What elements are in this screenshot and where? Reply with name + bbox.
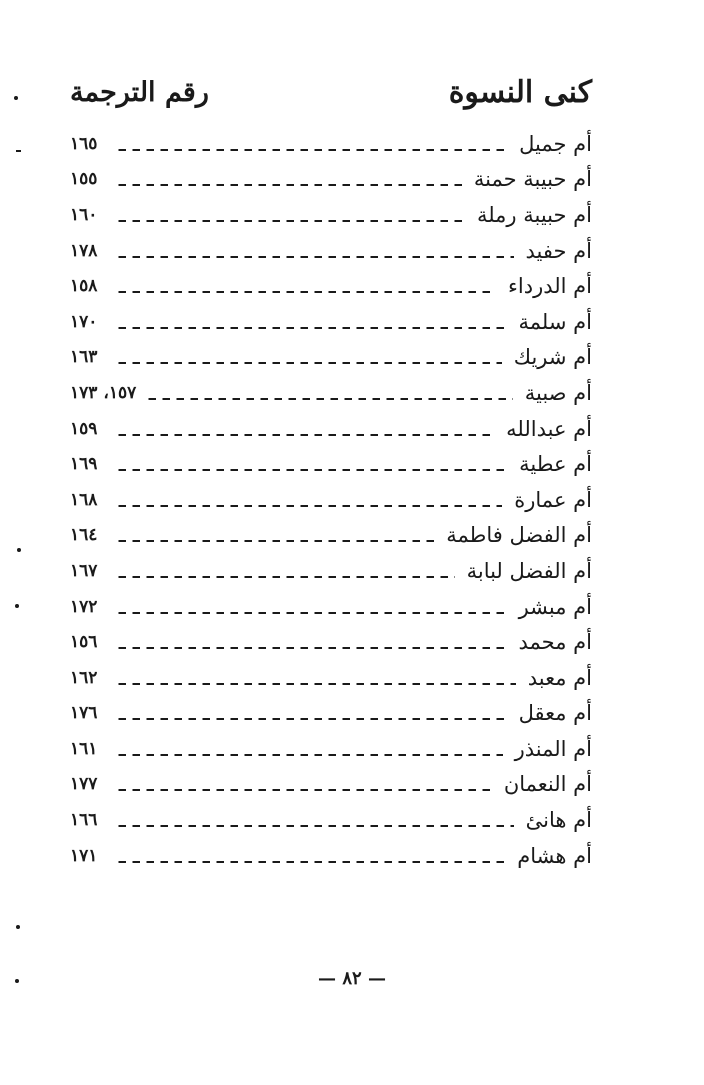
dotted-leader bbox=[112, 149, 507, 151]
dotted-leader bbox=[112, 612, 507, 614]
scan-speck bbox=[16, 150, 21, 152]
entry-numbers: ١٦٢ bbox=[70, 667, 98, 688]
entry-name: أم حفيد bbox=[525, 238, 592, 263]
entry-numbers: ١٥٥ bbox=[70, 169, 98, 190]
entry-numbers: ١٧١ bbox=[70, 845, 98, 866]
scan-speck bbox=[17, 548, 21, 552]
index-header bbox=[70, 70, 592, 114]
dotted-leader bbox=[112, 754, 503, 756]
entry-name: أم معقل bbox=[518, 701, 592, 726]
entry-numbers: ١٥٧، ١٧٣ bbox=[70, 382, 137, 403]
index-entry bbox=[70, 446, 592, 482]
dotted-leader bbox=[112, 576, 455, 578]
index-entry bbox=[70, 162, 592, 198]
entry-numbers: ١٦٧ bbox=[70, 560, 98, 581]
index-entry bbox=[70, 767, 592, 803]
scan-speck bbox=[15, 604, 19, 608]
dotted-leader bbox=[112, 505, 502, 507]
index-entry bbox=[70, 624, 592, 660]
index-entry bbox=[70, 553, 592, 589]
entry-numbers: ١٥٦ bbox=[70, 632, 98, 653]
index-entry bbox=[70, 411, 592, 447]
entry-name: أم معبد bbox=[527, 665, 592, 690]
scan-speck bbox=[16, 925, 20, 929]
entry-numbers: ١٧٢ bbox=[70, 596, 98, 617]
index-entry bbox=[70, 518, 592, 554]
index-entry bbox=[70, 304, 592, 340]
entry-name: أم حبيبة حمنة bbox=[473, 167, 592, 192]
index-entry bbox=[70, 660, 592, 696]
entry-name: أم مبشر bbox=[518, 594, 592, 619]
entry-name: أم عمارة bbox=[514, 487, 592, 512]
index-entry bbox=[70, 233, 592, 269]
entry-numbers: ١٧٦ bbox=[70, 703, 98, 724]
entry-numbers: ١٦٨ bbox=[70, 489, 98, 510]
entry-name: أم جميل bbox=[519, 131, 592, 156]
dotted-leader bbox=[142, 398, 513, 400]
page-number: — ٨٢ — bbox=[318, 968, 386, 989]
index-entry bbox=[70, 589, 592, 625]
index-entry bbox=[70, 340, 592, 376]
entry-name: أم هانئ bbox=[525, 808, 592, 833]
entry-numbers: ١٥٩ bbox=[70, 418, 98, 439]
entry-name: أم سلمة bbox=[518, 309, 592, 334]
entry-numbers: ١٦٩ bbox=[70, 454, 98, 475]
dotted-leader bbox=[112, 184, 462, 186]
index-entry bbox=[70, 268, 592, 304]
dotted-leader bbox=[112, 683, 516, 685]
dotted-leader bbox=[112, 220, 465, 222]
entry-numbers: ١٦٤ bbox=[70, 525, 98, 546]
dotted-leader bbox=[112, 861, 505, 863]
entry-numbers: ١٦٥ bbox=[70, 133, 98, 154]
index-entry bbox=[70, 696, 592, 732]
column-title-entry-number: رقم الترجمة bbox=[70, 76, 209, 108]
dotted-leader bbox=[112, 256, 514, 258]
dotted-leader bbox=[112, 362, 502, 364]
entry-name: أم الفضل فاطمة bbox=[446, 523, 592, 548]
scan-speck bbox=[15, 979, 19, 983]
dotted-leader bbox=[112, 434, 494, 436]
scan-speck bbox=[14, 96, 18, 100]
entry-numbers: ١٥٨ bbox=[70, 276, 98, 297]
index-entry bbox=[70, 375, 592, 411]
dotted-leader bbox=[112, 718, 507, 720]
entry-name: أم الفضل لبابة bbox=[466, 558, 592, 583]
entry-numbers: ١٦٠ bbox=[70, 204, 98, 225]
entry-name: أم عبدالله bbox=[506, 416, 592, 441]
dotted-leader bbox=[112, 789, 492, 791]
dotted-leader bbox=[112, 327, 507, 329]
entry-name: أم عطية bbox=[519, 452, 592, 477]
entry-name: أم النعمان bbox=[503, 772, 592, 797]
index-entry bbox=[70, 838, 592, 874]
dotted-leader bbox=[112, 540, 434, 542]
entry-numbers: ١٦٣ bbox=[70, 347, 98, 368]
entry-numbers: ١٧٧ bbox=[70, 774, 98, 795]
dotted-leader bbox=[112, 825, 514, 827]
entry-name: أم صبية bbox=[524, 380, 592, 405]
entry-numbers: ١٦٦ bbox=[70, 810, 98, 831]
entry-numbers: ١٧٠ bbox=[70, 311, 98, 332]
entry-name: أم الدرداء bbox=[508, 274, 592, 299]
entry-name: أم حبيبة رملة bbox=[476, 202, 592, 227]
index-entry bbox=[70, 802, 592, 838]
index-entry bbox=[70, 482, 592, 518]
entry-name: أم شريك bbox=[513, 345, 592, 370]
dotted-leader bbox=[112, 291, 496, 293]
entry-name: أم هشام bbox=[517, 843, 592, 868]
entry-name: أم محمد bbox=[518, 630, 592, 655]
entry-name: أم المنذر bbox=[514, 736, 592, 761]
dotted-leader bbox=[112, 647, 507, 649]
dotted-leader bbox=[112, 469, 507, 471]
index-entries bbox=[70, 126, 592, 873]
column-title-kunya: كنى النسوة bbox=[448, 74, 592, 110]
index-entry bbox=[70, 126, 592, 162]
index-entry bbox=[70, 197, 592, 233]
entry-numbers: ١٧٨ bbox=[70, 240, 98, 261]
entry-numbers: ١٦١ bbox=[70, 738, 98, 759]
index-entry bbox=[70, 731, 592, 767]
